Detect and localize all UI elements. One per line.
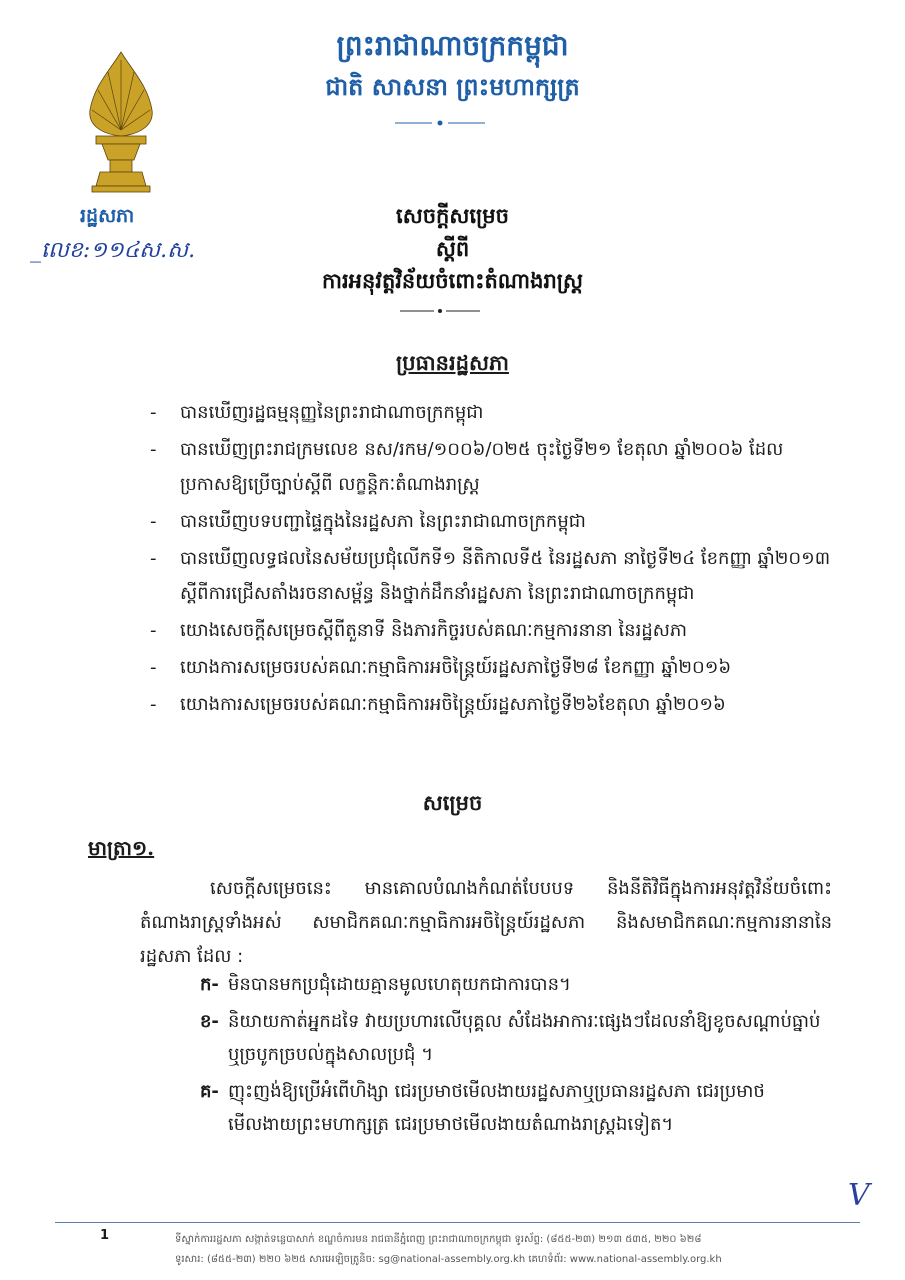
- article-point: គ- ញុះញង់ឱ្យប្រើអំពើហិង្សា ជេរប្រមាថមើលងាយរដ្ឋសភាឬប្រធានរដ្ឋសភា ជេរប្រមាថមើលងាយព្រះមហាក្សត្រ ជេរប្រមាថមើលងាយតំណាងរាស្ត្រឯទៀត។: [200, 1081, 765, 1135]
- handwritten-initial: V: [848, 1178, 870, 1213]
- document-title-about: ស្តីពី: [435, 236, 470, 261]
- article-point: ខ- និយាយកាត់អ្នកដទៃ វាយប្រហារលើបុគ្គល សំដែងអាការៈផ្សេងៗដែលនាំឱ្យខូចសណ្តាប់ធ្នាប់ ឬច្របូកច្របល់ក្នុងសាលប្រជុំ ។: [200, 1011, 821, 1065]
- recital-item: - បានឃើញរដ្ឋធម្មនុញ្ញនៃព្រះរាជាណាចក្រកម្ពុជា: [150, 402, 484, 423]
- article-point: ក- មិនបានមកប្រជុំដោយគ្មានមូលហេតុយកជាការបាន។: [200, 974, 571, 995]
- recital-item: - បានឃើញលទ្ធផលនៃសម័យប្រជុំលើកទី១ នីតិកាលទី៥ នៃរដ្ឋសភា នាថ្ងៃទី២៤ ខែកញ្ញា ឆ្នាំ២០១៣ ស្តីពីការជ្រើសតាំងរចនាសម្ព័ន្ធ និងថ្នាក់ដឹកនាំរដ្ឋសភា នៃព្រះរាជាណាចក្រកម្ពុជា: [150, 548, 831, 604]
- recital-item: - យោងការសម្រេចរបស់គណៈកម្មាធិការអចិន្ត្រៃយ៍រដ្ឋសភាថ្ងៃទី២៦ខែតុលា ឆ្នាំ២០១៦: [150, 694, 726, 715]
- footer-divider: [55, 1222, 860, 1223]
- kingdom-heading: ព្រះរាជាណាចក្រកម្ពុជា: [336, 29, 569, 62]
- president-heading: ប្រធានរដ្ឋសភា: [396, 350, 509, 375]
- reference-number: _លេខ:១១៤ស.ស.: [30, 238, 196, 263]
- footer-contact: ទូរសារ: (៨៥៥-២៣) ២២០ ៦២៥ សារអេឡិចត្រូនិច: sg@national-assembly.org.kh គេហទំព័រ: www.national-assembly.org.kh: [175, 1254, 722, 1265]
- recital-item: - បានឃើញបទបញ្ជាផ្ទៃក្នុងនៃរដ្ឋសភា នៃព្រះរាជាណាចក្រកម្ពុជា: [150, 511, 586, 532]
- document-title: សេចក្តីសម្រេច: [396, 203, 509, 228]
- decision-heading: សម្រេច: [422, 790, 483, 815]
- national-motto: ជាតិ សាសនា ព្រះមហាក្សត្រ: [325, 72, 580, 101]
- footer-address: ទីស្នាក់ការរដ្ឋសភា សង្កាត់ទន្លេបាសាក់ ខណ្ឌចំការមន រាជធានីភ្នំពេញ ព្រះរាជាណាចក្រកម្ពុជា ទូរស័ព្ទ: (៨៥៥-២៣) ២១៣ ៥៣៥, ២២០ ៦២៨: [175, 1234, 702, 1245]
- title-ornament-divider: [390, 306, 490, 316]
- article-paragraph: សេចក្តីសម្រេចនេះ មានគោលបំណងកំណត់បែបបទ និងនីតិវិធីក្នុងការអនុវត្តវិន័យចំពោះតំណាងរាស្ត្រទាំងអស់ សមាជិកគណៈកម្មាធិការអចិន្ត្រៃយ៍រដ្ឋសភា និងសមាជិកគណៈកម្មការនានានៃរដ្ឋសភា ដែល :: [140, 878, 832, 967]
- recital-item: - យោងសេចក្តីសម្រេចស្តីពីតួនាទី និងភារកិច្ចរបស់គណៈកម្មការនានា នៃរដ្ឋសភា: [150, 620, 688, 641]
- document-subject: ការអនុវត្តវិន័យចំពោះតំណាងរាស្ត្រ: [321, 268, 584, 293]
- national-assembly-emblem-icon: [80, 50, 162, 195]
- recital-item: - យោងការសម្រេចរបស់គណៈកម្មាធិការអចិន្ត្រៃយ៍រដ្ឋសភាថ្ងៃទី២៨ ខែកញ្ញា ឆ្នាំ២០១៦: [150, 657, 732, 678]
- recital-item: - បានឃើញព្រះរាជក្រមលេខ នស/រកម/១០០៦/០២៥ ចុះថ្ងៃទី២១ ខែតុលា ឆ្នាំ២០០៦ ដែលប្រកាសឱ្យប្រើច្បាប់ស្តីពី លក្ខន្តិកៈតំណាងរាស្ត្រ: [150, 439, 784, 495]
- page-number: 1: [100, 1228, 110, 1243]
- article-points-list: [200, 968, 830, 1145]
- recitals-list: [150, 395, 850, 724]
- issuing-organization: រដ្ឋសភា: [80, 205, 135, 227]
- header-ornament-divider: [390, 118, 490, 128]
- article-heading: មាត្រា១.: [88, 836, 155, 860]
